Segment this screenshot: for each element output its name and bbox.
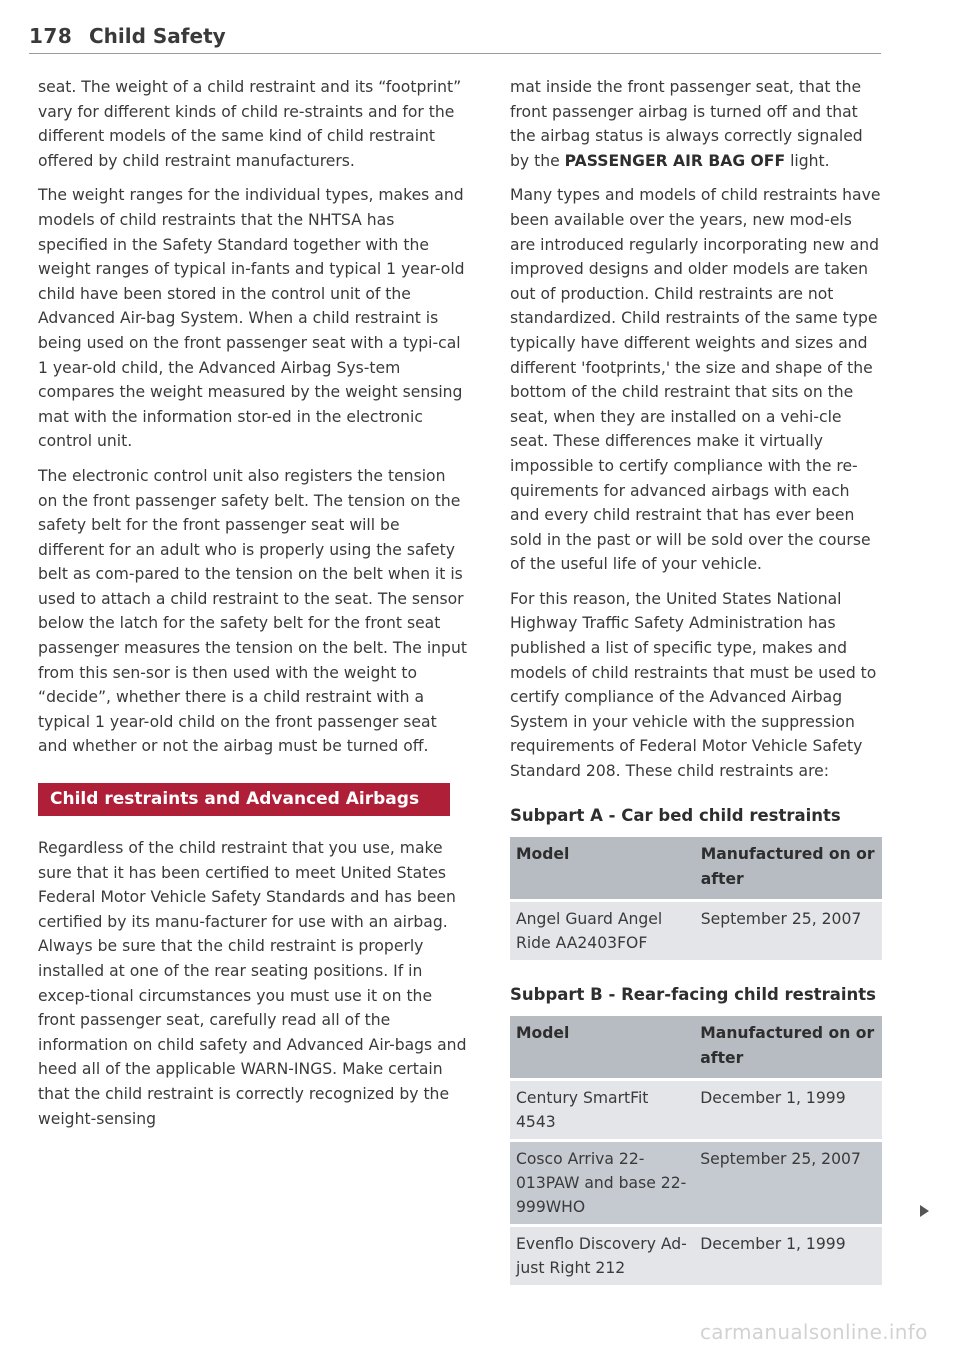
date-cell: December 1, 1999 [694,1225,882,1286]
date-cell: September 25, 2007 [694,1140,882,1225]
paragraph-text: mat inside the front passenger seat, that the front passenger airbag is turned off and that the airbag status is always correctly signaled by the [510,78,863,170]
column-header-date: Manufactured on or after [695,837,882,901]
date-cell: September 25, 2007 [695,900,882,961]
subpart-b-heading: Subpart B - Rear-facing child restraints [510,984,876,1004]
section-heading: Child restraints and Advanced Airbags [38,783,450,816]
header-rule [29,53,881,54]
paragraph [510,75,882,173]
table-row [510,1225,882,1286]
warning-light-name: PASSENGER AIR BAG OFF [564,151,786,170]
table-row [510,900,882,961]
section-title: Child Safety [89,24,226,48]
paragraph: Regardless of the child restraint that you use, make sure that it has been certified to meet United States Federal Motor Vehicle Safety Standards and has been certified by its manu-facturer for use with an airbag. Always be sure that the child restraint is properly installed at one of the rear seating positions. If in excep-tional circumstances you must use it on the front passenger seat, carefully read all of the information on child safety and Advanced Air-bags and heed all of the applicable WARN-INGS. Make certain that the child restraint is correctly recognized by the weight-sensing [38,839,467,1128]
column-header-model: Model [510,1016,694,1080]
paragraph: The weight ranges for the individual types, makes and models of child restraints that the NHTSA has specified in the Safety Standard together with the weight ranges of typical in-fants and typical 1 year-old child have been stored in the control unit of the Advanced Air-bag System. When a child restraint is being used on the front passenger seat with a typi-cal 1 year-old child, the Advanced Airbag Sys-tem compares the weight measured by the weight sensing mat with the information stor-ed in the electronic control unit. [38,186,465,451]
page-number: 178 [29,24,73,48]
paragraph: seat. The weight of a child restraint and its “footprint” vary for different kinds of child re-straints and for the different models of the same kind of child restraint offered by child restraint manufacturers. [38,78,462,170]
paragraph: The electronic control unit also registers the tension on the front passenger safety belt. The tension on the safety belt for the front passenger seat will be different for an adult who is properly using the safety belt as com-pared to the tension on the belt when it is used to attach a child restraint to the seat. The sensor below the latch for the safety belt for the front seat passenger measures the tension on the belt. The input from this sen-sor is then used with the weight to “decide”, whether there is a child restraint with a typical 1 year-old child on the front passenger seat and whether or not the airbag must be turned off. [38,466,467,756]
watermark: carmanualsonline.info [700,1320,928,1344]
paragraph: For this reason, the United States National Highway Traffic Safety Administration has published a list of specific type, makes and models of child restraints that must be used to certify compliance of the Advanced Airbag System in your vehicle with the suppression requirements of Federal Motor Vehicle Safety Standard 208. These child restraints are: [510,589,877,781]
date-cell: December 1, 1999 [694,1079,882,1140]
subpart-b-table [510,1016,882,1288]
model-cell: Century SmartFit 4543 [510,1079,694,1140]
table-row [510,1079,882,1140]
page-header [29,22,881,54]
table-header-row [510,1016,882,1080]
table-header-row [510,837,882,901]
model-cell: Evenflo Discovery Ad-just Right 212 [510,1225,694,1286]
paragraph: Many types and models of child restraints have been available over the years, new mod-els are introduced regularly incorporating new and improved designs and older models are taken out of production. Child restraints are not standardized. Child restraints of the same type typically have different weights and sizes and different 'footprints,' the size and shape of the bottom of the child restraint that sits on the seat, when they are installed on a vehi-cle seat. These differences make it virtually impossible to certify compliance with the re-quirements for advanced airbags with each and every child restraint that has ever been sold in the past or will be sold over the course of the useful life of your vehicle. [510,186,881,574]
column-header-date: Manufactured on or after [694,1016,882,1080]
table-row [510,1140,882,1225]
continued-arrow-icon [920,1205,929,1217]
left-column [38,75,468,1141]
paragraph-text: light. [785,151,830,170]
model-cell: Angel Guard Angel Ride AA2403FOF [510,900,695,961]
model-cell: Cosco Arriva 22-013PAW and base 22-999WHO [510,1140,694,1225]
right-column [510,75,882,1296]
subpart-a-table [510,837,882,963]
column-header-model: Model [510,837,695,901]
subpart-a-heading: Subpart A - Car bed child restraints [510,805,841,825]
